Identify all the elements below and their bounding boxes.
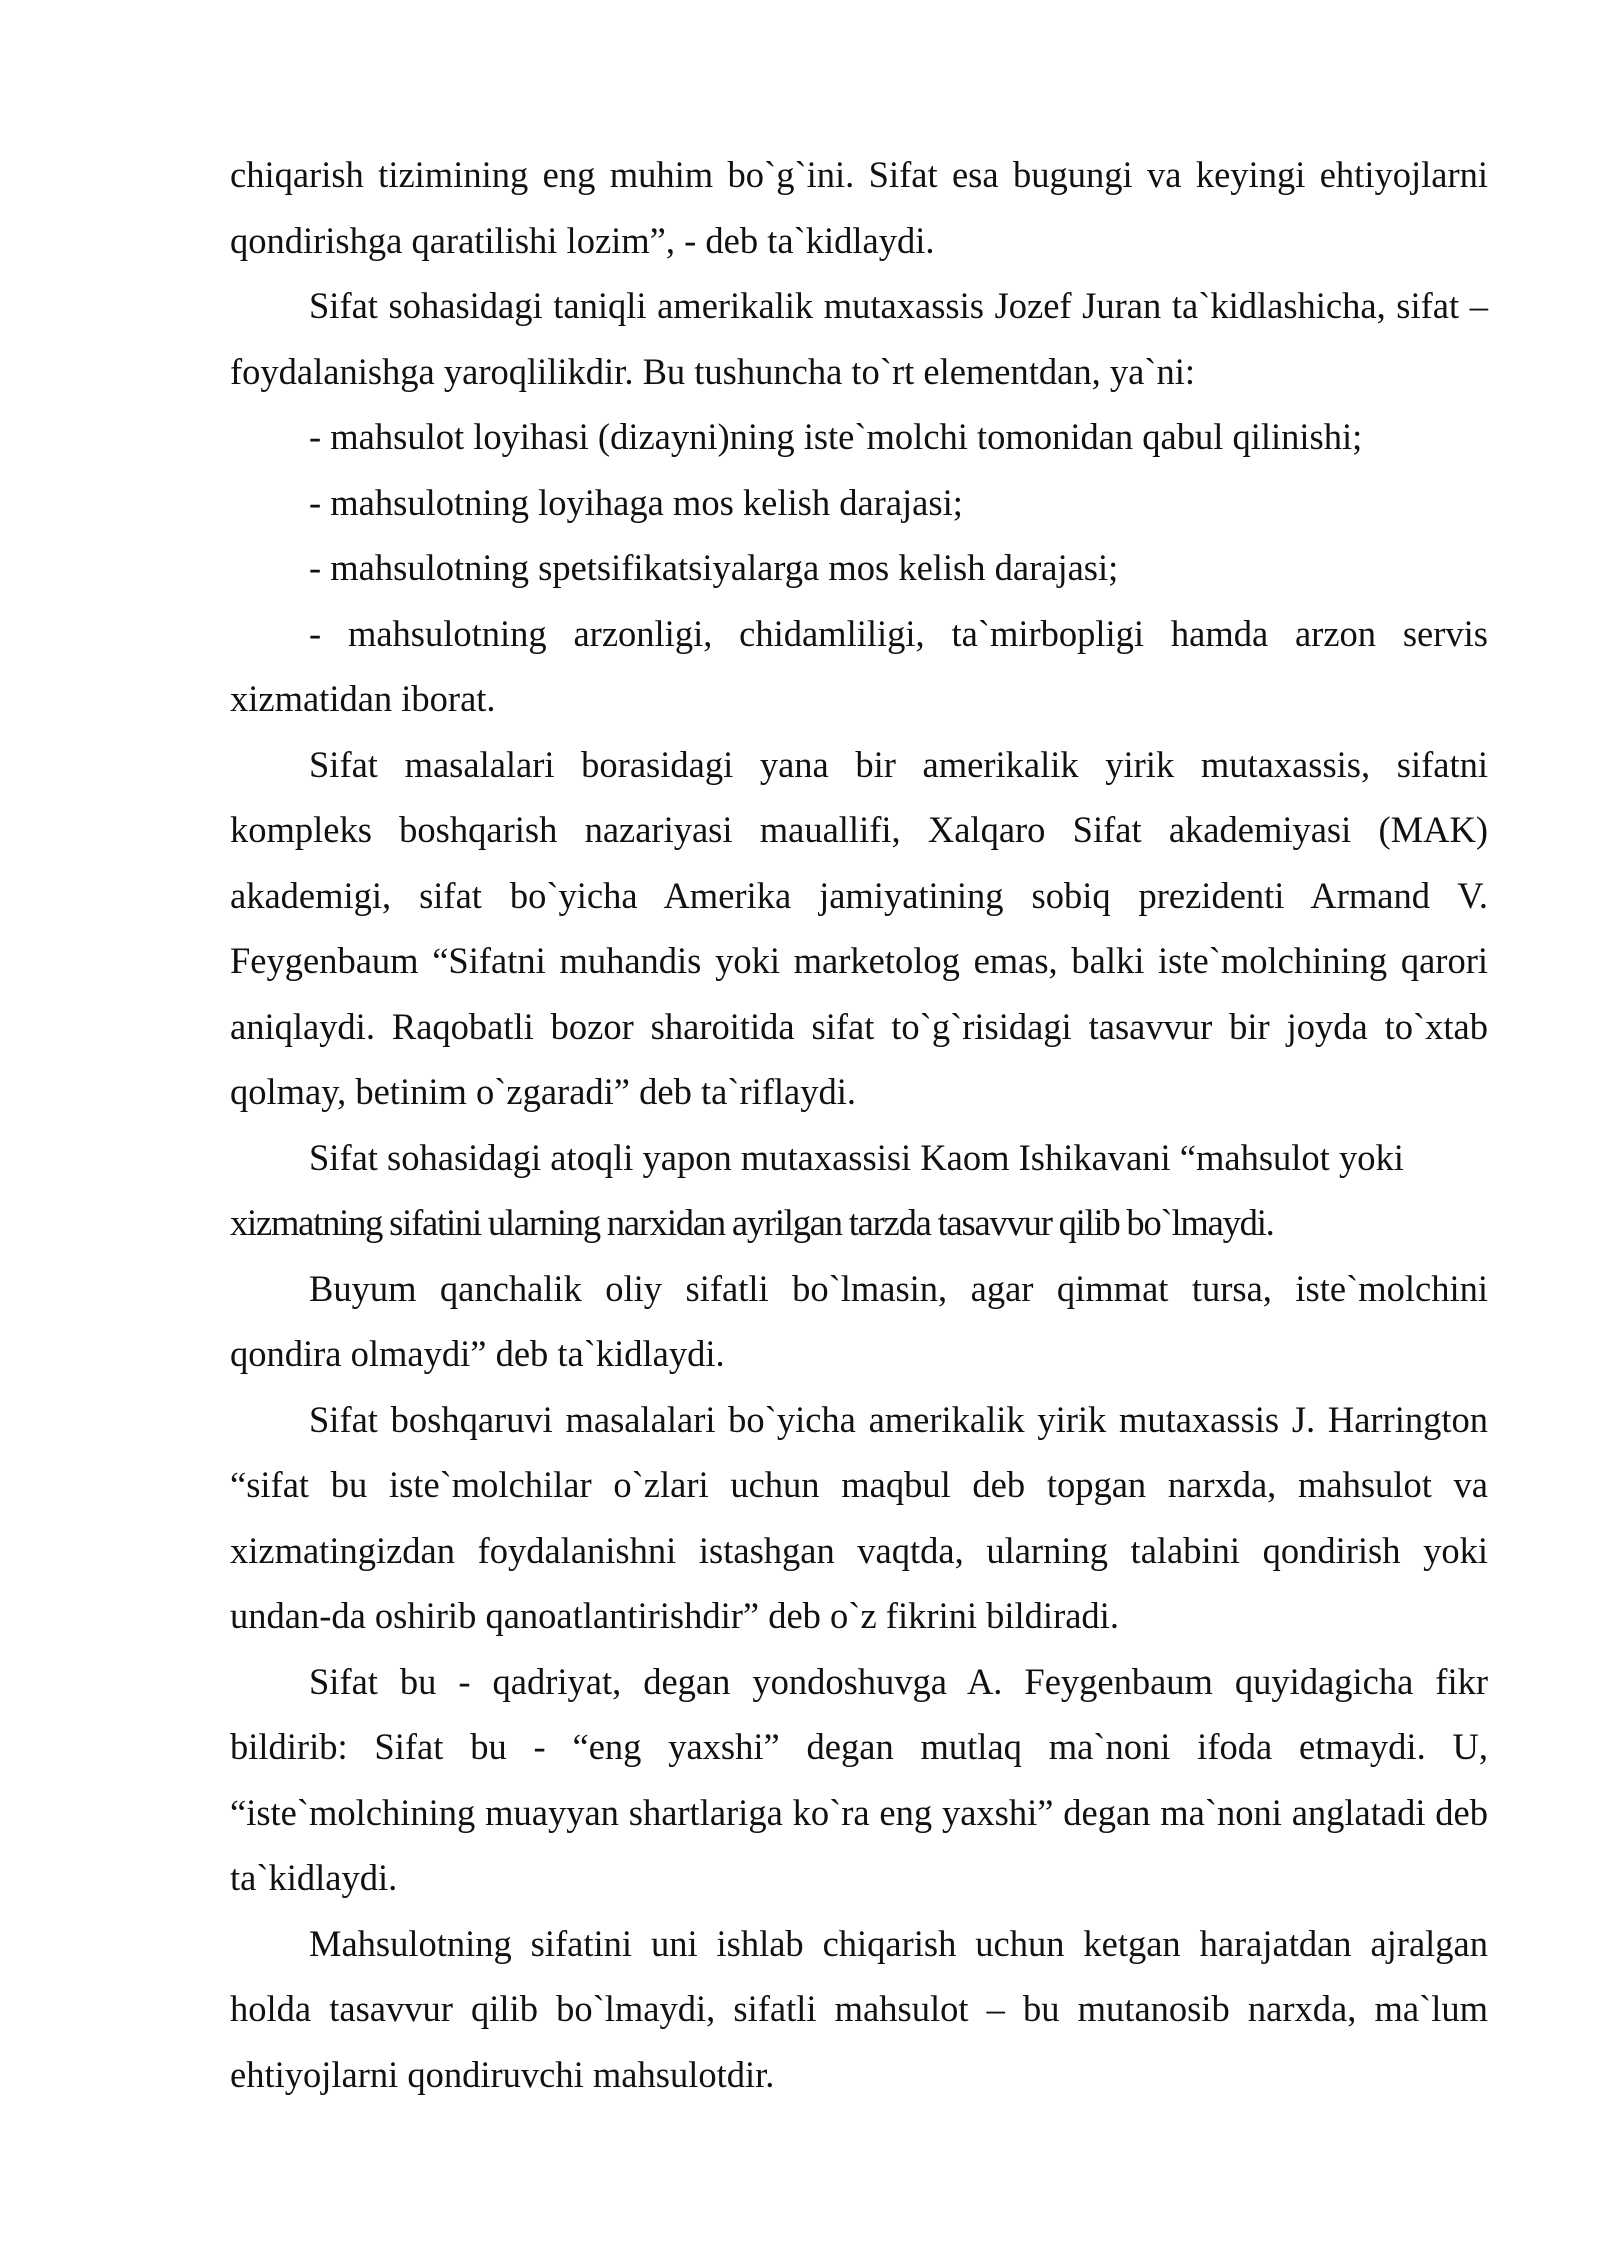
paragraph-ishikava: Sifat sohasidagi atoqli yapon mutaxassisi Kaom Ishikavani “mahsulot yoki	[309, 1136, 1404, 1178]
list-item-1: - mahsulot loyihasi (dizayni)ning iste`molchi tomonidan qabul qilinishi;	[309, 416, 1363, 457]
list-item-3: - mahsulotning spetsifikatsiyalarga mos kelish darajasi;	[309, 547, 1119, 588]
list-item-4: - mahsulotning arzonligi, chidamliligi, ta`mirbopligi hamda arzon servis xizmatidan iborat.	[230, 612, 1488, 719]
paragraph-buyum: Buyum qanchalik oliy sifatli bo`lmasin, agar qimmat tursa, iste`molchini qondira olmaydi” deb ta`kidlaydi.	[230, 1267, 1488, 1374]
paragraph-1: chiqarish tizimining eng muhim bo`g`ini. Sifat esa bugungi va keyingi ehtiyojlarni qondirishga qaratilishi lozim”, - deb ta`kidlaydi.	[230, 154, 1488, 261]
document-page	[230, 142, 1488, 2107]
paragraph-qadriyat: Sifat bu - qadriyat, degan yondoshuvga A. Feygenbaum quyidagicha fikr bildirib: Sifat bu - “eng yaxshi” degan mutlaq ma`noni ifoda etmaydi. U, “iste`molchining muayyan shartlariga ko`ra eng yaxshi” degan ma`noni anglatadi deb ta`kidlaydi.	[230, 1660, 1488, 1898]
paragraph-harrington: Sifat boshqaruvi masalalari bo`yicha amerikalik yirik mutaxassis J. Harrington “sifat bu iste`molchilar o`zlari uchun maqbul deb topgan narxda, mahsulot va xizmatingizdan foydalanishni istashgan vaqtda, ularning talabini qondirish yoki undan-da oshirib qanoatlantirishdir” deb o`z fikrini bildiradi.	[230, 1398, 1488, 1636]
paragraph-feygenbaum: Sifat masalalari borasidagi yana bir amerikalik yirik mutaxassis, sifatni kompleks boshqarish nazariyasi mauallifi, Xalqaro Sifat akademiyasi (MAK) akademigi, sifat bo`yicha Amerika jamiyatining sobiq prezidenti Armand V. Feygenbaum “Sifatni muhandis yoki marketolog emas, balki iste`molchining qarori aniqlaydi. Raqobatli bozor sharoitida sifat to`g`risidagi tasavvur bir joyda to`xtab qolmay, betinim o`zgaradi” deb ta`riflaydi.	[230, 743, 1488, 1112]
paragraph-conclusion: Mahsulotning sifatini uni ishlab chiqarish uchun ketgan harajatdan ajralgan holda tasavvur qilib bo`lmaydi, sifatli mahsulot – bu mutanosib narxda, ma`lum ehtiyojlarni qondiruvchi mahsulotdir.	[230, 1922, 1488, 2095]
paragraph-ishikava-continued: xizmatning sifatini ularning narxidan ayrilgan tarzda tasavvur qilib bo`lmaydi.	[230, 1202, 1274, 1243]
list-item-2: - mahsulotning loyihaga mos kelish darajasi;	[309, 481, 963, 523]
paragraph-2: Sifat sohasidagi taniqli amerikalik mutaxassis Jozef Juran ta`kidlashicha, sifat – foydalanishga yaroqlilikdir. Bu tushuncha to`rt elementdan, ya`ni:	[230, 285, 1488, 392]
